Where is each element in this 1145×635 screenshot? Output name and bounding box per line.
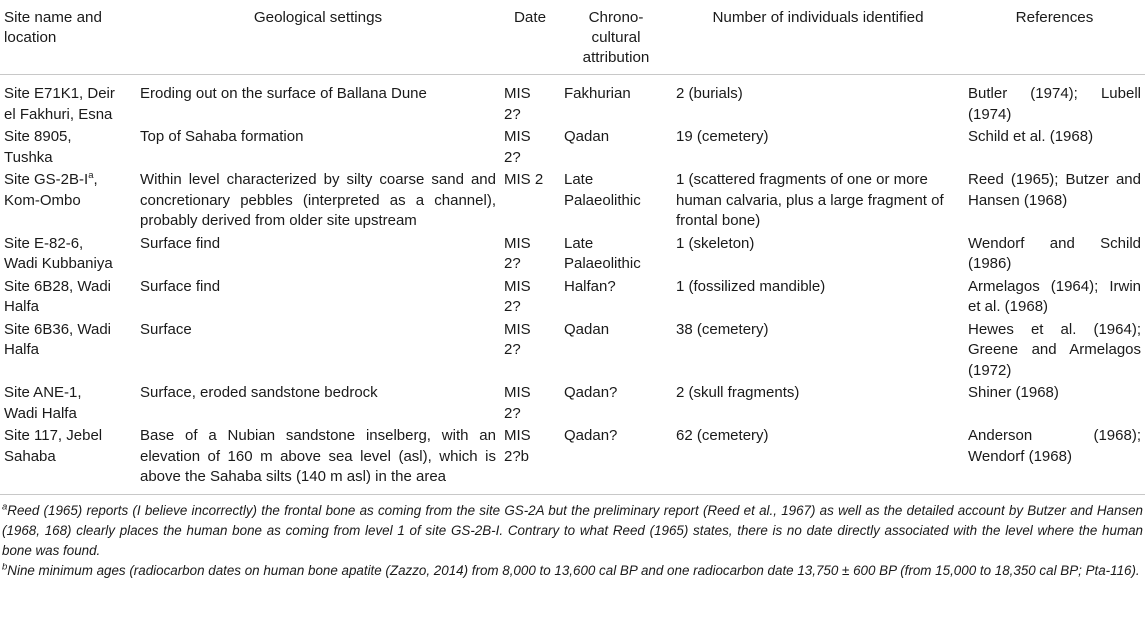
cell-chrono: Qadan? (564, 384, 618, 401)
table-body (0, 75, 1145, 495)
cell-refs: Anderson (1968); Wendorf (1968) (968, 427, 1141, 465)
footnote-b (2, 561, 1143, 581)
header-row (0, 0, 1145, 75)
cell-number: 1 (scattered fragments of one or more human calvaria, plus a large fragment of frontal bone) (676, 171, 944, 229)
cell-chrono: Late Palaeolithic (564, 171, 641, 209)
header-date: Date (500, 0, 560, 75)
site-name: Site GS-2B-I (4, 171, 89, 188)
cell-refs: Schild et al. (1968) (968, 128, 1094, 145)
cell-date: MIS 2? (504, 384, 531, 422)
cell-number: 38 (cemetery) (676, 320, 769, 338)
site-name: Site 117, Jebel Sahaba (4, 427, 103, 465)
cell-refs: Wendorf and Schild (1986) (968, 234, 1141, 272)
cell-site (0, 425, 136, 494)
cell-chrono: Qadan (564, 128, 610, 145)
cell-geo: Within level characterized by silty coarse sand and concretionary pebbles (interpreted as a channel), probably derived from older site upstream (140, 171, 496, 229)
cell-date: MIS 2 (504, 171, 544, 188)
table-row (0, 233, 1145, 276)
header-site: Site name and location (0, 0, 136, 75)
footnote-marker: a (88, 170, 94, 181)
footnote-a (2, 501, 1143, 561)
table-row (0, 126, 1145, 169)
cell-site (0, 169, 136, 233)
cell-refs: Butler (1974); Lubell (1974) (968, 85, 1141, 123)
cell-refs: Reed (1965); Butzer and Hansen (1968) (968, 171, 1141, 209)
footnote-b-text: Nine minimum ages (radiocarbon dates on human bone apatite (Zazzo, 2014) from 8,000 to 13,600 cal BP and one radiocarbon date 13,750 ± 600 BP (from 15,000 to 18,350 cal BP; Pta-116). (7, 562, 1140, 578)
cell-site (0, 126, 136, 169)
cell-date: MIS 2? (504, 234, 531, 272)
cell-date: MIS 2? (504, 85, 531, 123)
cell-number: 1 (skeleton) (676, 234, 755, 252)
site-name-tail: , Kom-Ombo (4, 171, 98, 209)
table-row (0, 75, 1145, 127)
footnote-b-marker: b (2, 561, 8, 573)
cell-geo: Eroding out on the surface of Ballana Dune (140, 85, 427, 102)
cell-geo: Surface find (140, 234, 221, 252)
cell-number: 62 (cemetery) (676, 427, 769, 444)
table-row (0, 382, 1145, 425)
cell-site (0, 233, 136, 276)
site-name: Site E71K1, Deir el Fakhuri, Esna (4, 85, 115, 123)
cell-number: 2 (burials) (676, 85, 743, 102)
table-row (0, 276, 1145, 319)
site-name: Site 6B28, Wadi Halfa (4, 277, 111, 315)
table-footnotes (0, 495, 1145, 581)
site-name: Site E-82-6, Wadi Kubbaniya (4, 234, 113, 272)
cell-geo: Surface (140, 320, 192, 338)
cell-refs: Shiner (1968) (968, 384, 1059, 401)
cell-geo: Surface find (140, 277, 221, 295)
cell-date: MIS 2? (504, 128, 531, 166)
cell-site (0, 75, 136, 127)
cell-number: 19 (cemetery) (676, 128, 769, 145)
table-row (0, 425, 1145, 494)
cell-chrono: Halfan? (564, 277, 616, 295)
cell-date: MIS 2?b (504, 427, 531, 465)
cell-chrono: Qadan (564, 320, 610, 338)
cell-refs: Armelagos (1964); Irwin et al. (1968) (968, 277, 1141, 315)
cell-geo: Surface, eroded sandstone bedrock (140, 384, 378, 401)
cell-chrono: Fakhurian (564, 85, 631, 102)
cell-date: MIS 2? (504, 320, 531, 358)
cell-refs: Hewes et al. (1964); Greene and Armelagos (1972) (968, 320, 1141, 379)
site-name: Site 6B36, Wadi Halfa (4, 320, 111, 358)
table-row (0, 319, 1145, 383)
cell-number: 2 (skull fragments) (676, 384, 800, 401)
table-row (0, 169, 1145, 233)
cell-chrono: Late Palaeolithic (564, 234, 641, 272)
site-name: Site ANE-1, Wadi Halfa (4, 384, 82, 422)
cell-number: 1 (fossilized mandible) (676, 277, 826, 295)
cell-site (0, 319, 136, 383)
cell-geo: Base of a Nubian sandstone inselberg, with an elevation of 160 m above sea level (asl), which is above the Sahaba silts (140 m asl) in the area (140, 427, 496, 485)
cell-chrono: Qadan? (564, 427, 618, 444)
footnote-a-marker: a (2, 501, 8, 513)
cell-date: MIS 2? (504, 277, 531, 315)
cell-site (0, 276, 136, 319)
header-geological-settings: Geological settings (136, 0, 500, 75)
header-number-individuals: Number of individuals identified (672, 0, 964, 75)
header-chrono-cultural: Chrono-cultural attribution (560, 0, 672, 75)
header-references: References (964, 0, 1145, 75)
footnote-a-text: Reed (1965) reports (I believe incorrectly) the frontal bone as coming from the site GS-2A but the preliminary report (Reed et al., 1967) as well as the detailed account by Butzer and Hansen (1968, 168) clearly places the human bone as coming from level 1 of site GS-2B-I. Contrary to what Reed (1965) states, there is no date directly associated with the level where the human bone was found. (2, 502, 1143, 558)
site-name: Site 8905, Tushka (4, 128, 72, 166)
cell-site (0, 382, 136, 425)
cell-geo: Top of Sahaba formation (140, 128, 304, 145)
